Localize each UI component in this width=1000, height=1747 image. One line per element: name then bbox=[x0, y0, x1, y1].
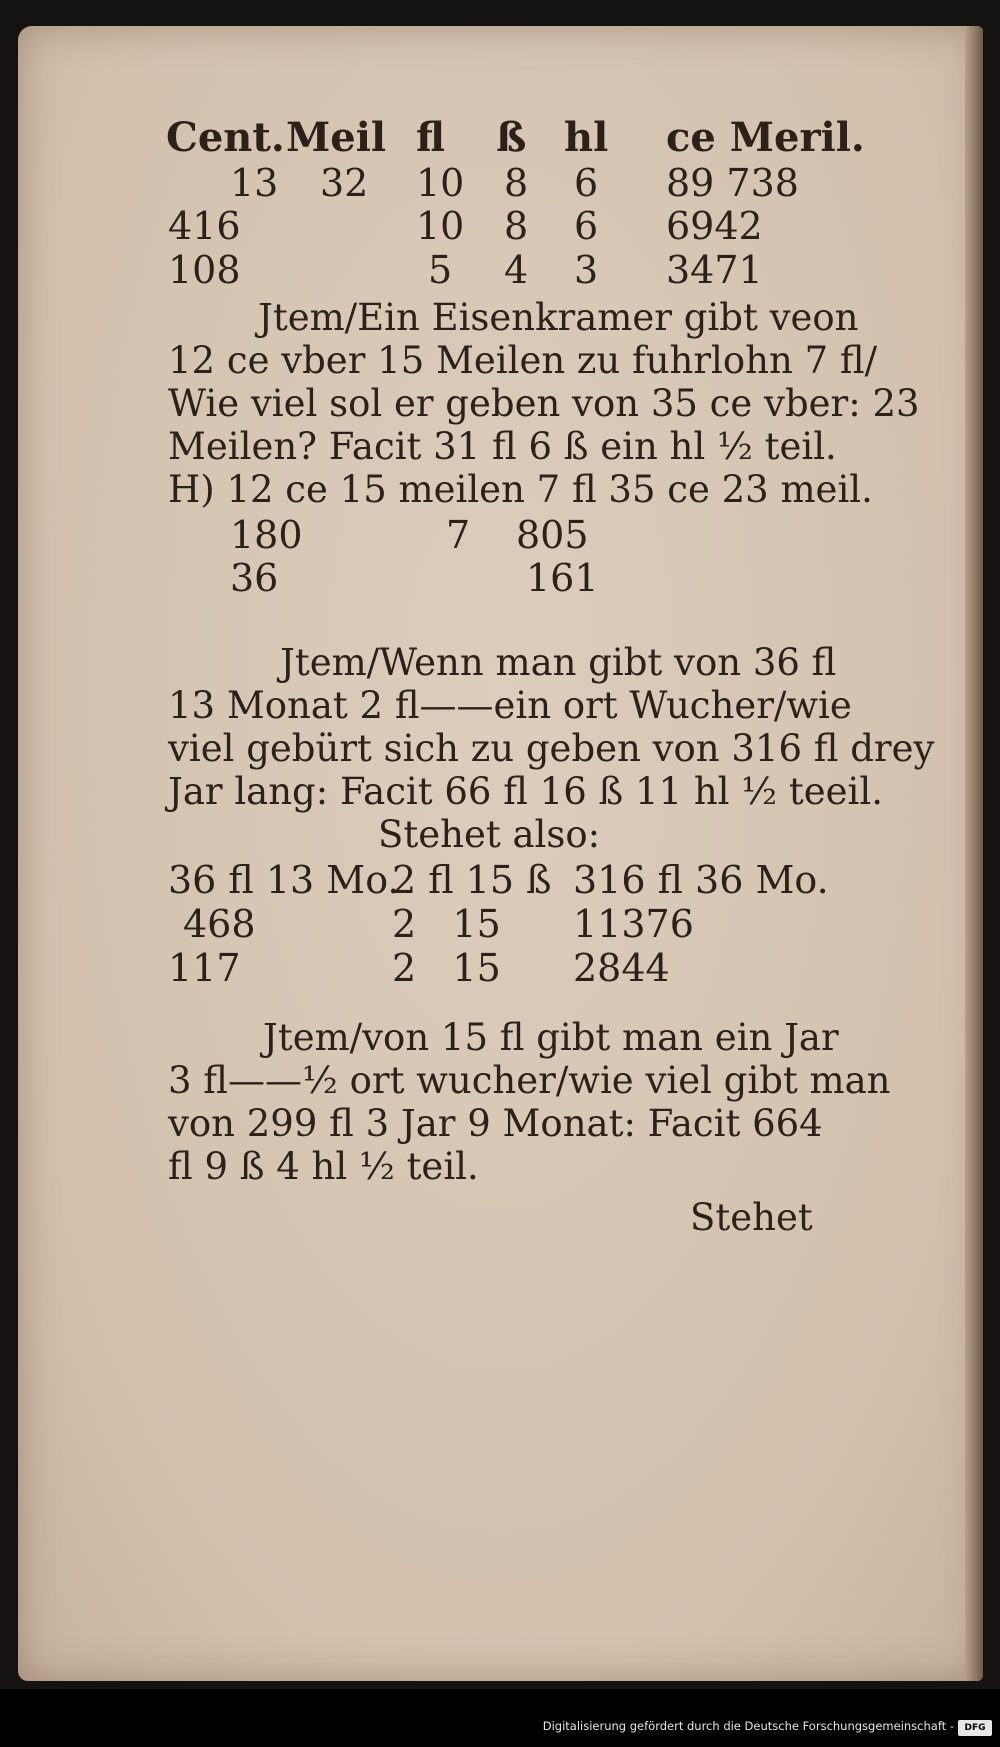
dfg-logo-icon: DFG bbox=[958, 1720, 992, 1736]
table1-r2-fl: 5 bbox=[428, 248, 453, 292]
calc1-r1-c: 161 bbox=[526, 556, 599, 600]
table1-header-cent: Cent. bbox=[166, 114, 285, 161]
table1-r1-ss: 8 bbox=[504, 204, 529, 248]
table1-header-hl: hl bbox=[564, 114, 609, 161]
book-page bbox=[18, 26, 983, 1681]
calc2-r2-a: 117 bbox=[168, 946, 241, 990]
table1-r0-meil: 32 bbox=[320, 161, 369, 205]
para2-line: Jar lang: Facit 66 fl 16 ß 11 hl ½ teeil. bbox=[168, 770, 883, 813]
table1-r1-cent: 416 bbox=[168, 204, 241, 248]
para3-line: Jtem/von 15 fl gibt man ein Jar bbox=[263, 1016, 839, 1059]
calc2-r2-b: 2 15 bbox=[392, 946, 501, 990]
calc1-r1-a: 36 bbox=[230, 556, 279, 600]
para2-line: 13 Monat 2 fl——ein ort Wucher/wie bbox=[168, 684, 852, 727]
table1-r1-fl: 10 bbox=[416, 204, 465, 248]
table1-r2-ss: 4 bbox=[504, 248, 529, 292]
digitization-footer bbox=[0, 1689, 1000, 1747]
table1-r0-cent: 13 bbox=[230, 161, 279, 205]
para3-line: 3 fl——½ ort wucher/wie viel gibt man bbox=[168, 1059, 891, 1102]
para2-line: viel gebürt sich zu geben von 316 fl drey bbox=[168, 727, 935, 770]
calc2-r2-c: 2844 bbox=[573, 946, 670, 990]
calc2-r1-c: 11376 bbox=[573, 902, 694, 946]
page-edge bbox=[965, 26, 983, 1681]
para2-stehet-also: Stehet also: bbox=[378, 813, 601, 856]
para1-line: Jtem/Ein Eisenkramer gibt veon bbox=[258, 296, 859, 339]
para1-line: Meilen? Facit 31 fl 6 ß ein hl ½ teil. bbox=[168, 425, 837, 468]
table1-r2-hl: 3 bbox=[574, 248, 599, 292]
catchword: Stehet bbox=[690, 1196, 813, 1239]
para1-line: Wie viel sol er geben von 35 ce vber: 23 bbox=[168, 382, 920, 425]
funding-credit: Digitalisierung gefördert durch die Deutsche Forschungsgemeinschaft - bbox=[542, 1719, 954, 1733]
calc2-r0-b: 2 fl 15 ß bbox=[392, 858, 552, 902]
table1-r1-result: 6942 bbox=[666, 204, 763, 248]
table1-r0-fl: 10 bbox=[416, 161, 465, 205]
table1-header-meil: Meil bbox=[286, 114, 387, 161]
para1-line: 12 ce vber 15 Meilen zu fuhrlohn 7 fl/ bbox=[168, 339, 878, 382]
para3-line: von 299 fl 3 Jar 9 Monat: Facit 664 bbox=[168, 1102, 823, 1145]
para2-line: Jtem/Wenn man gibt von 36 fl bbox=[280, 641, 837, 684]
para1-line: H) 12 ce 15 meilen 7 fl 35 ce 23 meil. bbox=[168, 468, 873, 511]
table1-r0-hl: 6 bbox=[574, 161, 599, 205]
calc2-r1-a: 468 bbox=[183, 902, 256, 946]
calc2-r0-c: 316 fl 36 Mo. bbox=[573, 858, 829, 902]
calc1-r0-b: 7 bbox=[446, 513, 471, 557]
calc2-r1-b: 2 15 bbox=[392, 902, 501, 946]
table1-header-ss: ß bbox=[496, 114, 527, 161]
table1-r2-result: 3471 bbox=[666, 248, 763, 292]
table1-header-fl: fl bbox=[416, 114, 446, 161]
table1-r2-cent: 108 bbox=[168, 248, 241, 292]
calc2-r0-a: 36 fl 13 Mo. bbox=[168, 858, 400, 902]
calc1-r0-c: 805 bbox=[516, 513, 589, 557]
calc1-r0-a: 180 bbox=[230, 513, 303, 557]
table1-header-ce-meril: ce Meril. bbox=[666, 114, 865, 161]
para3-line: fl 9 ß 4 hl ½ teil. bbox=[168, 1145, 479, 1188]
table1-r1-hl: 6 bbox=[574, 204, 599, 248]
table1-r0-ss: 8 bbox=[504, 161, 529, 205]
table1-r0-result: 89 738 bbox=[666, 161, 799, 205]
